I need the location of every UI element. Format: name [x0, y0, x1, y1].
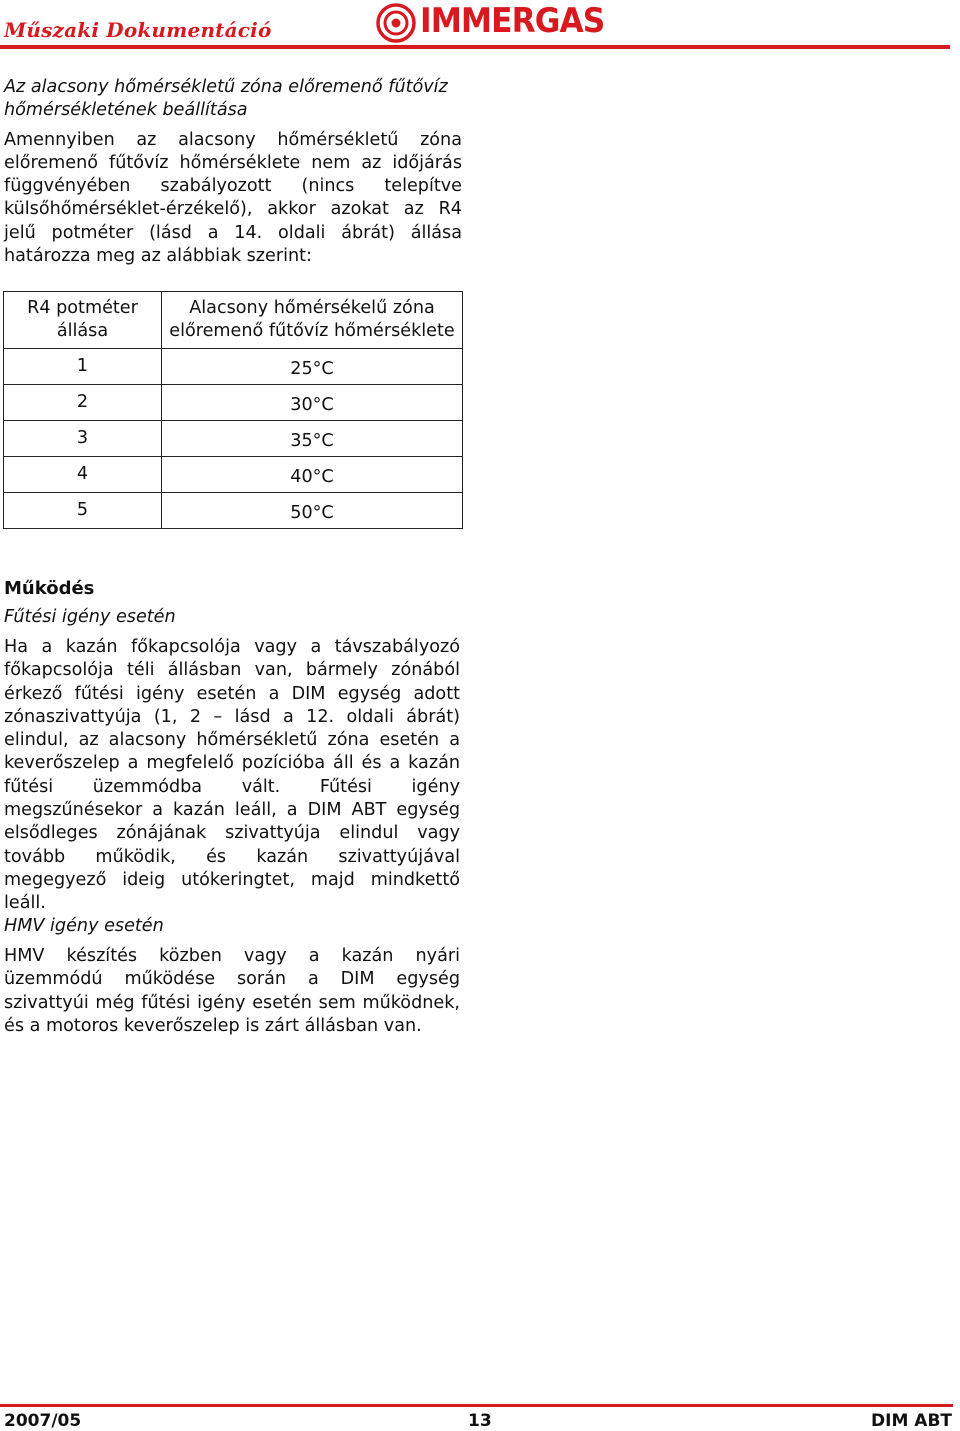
- table-row: [4, 349, 463, 385]
- table-row: [4, 421, 463, 457]
- table-header-position: R4 potméter állása: [4, 292, 162, 349]
- section-setpoint: [4, 76, 462, 268]
- table-cell-position: 5: [4, 493, 162, 529]
- table-cell-temperature: 40°C: [162, 457, 463, 493]
- operation-title: Működés: [4, 578, 95, 599]
- immergas-logo: [376, 1, 605, 43]
- table-header-row: [4, 292, 463, 349]
- footer-divider: [0, 1404, 953, 1407]
- table-cell-position: 1: [4, 349, 162, 385]
- table-cell-position: 2: [4, 385, 162, 421]
- footer-product: DIM ABT: [871, 1411, 952, 1431]
- table-row: [4, 385, 463, 421]
- footer-page-number: 13: [468, 1411, 492, 1431]
- table-row: [4, 457, 463, 493]
- table-cell-temperature: 50°C: [162, 493, 463, 529]
- table-cell-position: 3: [4, 421, 162, 457]
- dhw-demand-subtitle: HMV igény esetén: [4, 916, 164, 936]
- table-cell-temperature: 30°C: [162, 385, 463, 421]
- table-cell-temperature: 25°C: [162, 349, 463, 385]
- immergas-flame-icon: [376, 3, 416, 43]
- dhw-demand-paragraph: HMV készítés közben vagy a kazán nyári üzemmódú működése során a DIM egység szivattyúi még fűtési igény esetén sem működnek, és a motoros keverőszelep is zárt állásban van.: [4, 946, 460, 1036]
- document-header-title: Műszaki Dokumentáció: [4, 18, 272, 42]
- table-cell-position: 4: [4, 457, 162, 493]
- heating-demand-subtitle: Fűtési igény esetén: [4, 607, 176, 627]
- section-heading: Az alacsony hőmérsékletű zóna előremenő fűtővíz hőmérsékletének beállítása: [4, 77, 448, 121]
- table-header-temperature: Alacsony hőmérsékelű zóna előremenő fűtővíz hőmérséklete: [162, 292, 463, 349]
- immergas-brand-text: IMMERGAS: [420, 1, 605, 41]
- header-divider: [0, 45, 950, 49]
- table-cell-temperature: 35°C: [162, 421, 463, 457]
- heating-demand-paragraph: Ha a kazán főkapcsolója vagy a távszabályozó főkapcsolója téli állásban van, bármely zónából érkező fűtési igény esetén a DIM egység adott zónaszivattyúja (1, 2 – lásd a 12. oldali ábrát) elindul, az alacsony hőmérsékletű zóna esetén a keverőszelep a megfelelő pozícióba áll és a kazán fűtési üzemmódba vált. Fűtési igény megszűnésekor a kazán leáll, a DIM ABT egység elsődleges zónájának szivattyúja elindul vagy tovább működik, és kazán szivattyújával megegyező ideig utókeringtet, majd mindkettő leáll.: [4, 637, 460, 914]
- section-paragraph: Amennyiben az alacsony hőmérsékletű zóna előremenő fűtővíz hőmérséklete nem az időjárás függvényében szabályozott (nincs telepítve külsőhőmérséklet-érzékelő), akkor azokat az R4 jelű potméter (lásd a 14. oldali ábrát) állása határozza meg az alábbiak szerint:: [4, 129, 462, 267]
- table-row: [4, 493, 463, 529]
- potentiometer-table: [3, 291, 463, 529]
- footer-date: 2007/05: [4, 1411, 82, 1431]
